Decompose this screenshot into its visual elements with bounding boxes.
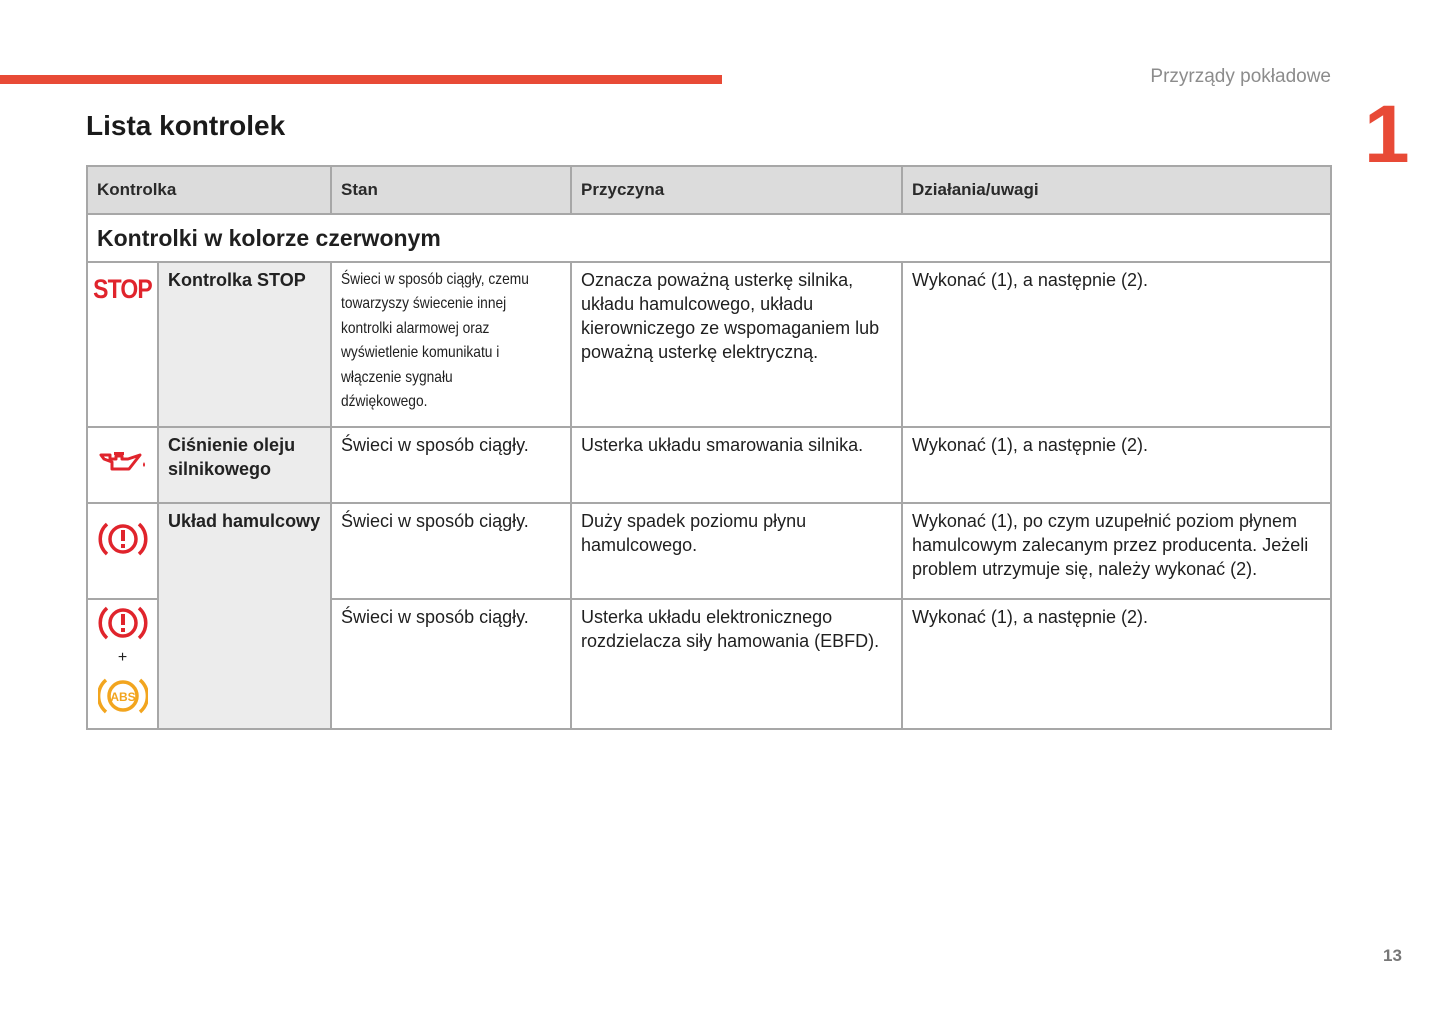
warning-action: Wykonać (1), po czym uzupełnić poziom płynem hamulcowym zalecanym przez producenta. Jeżeli problem utrzymuje się, należy wykonać (2). — [902, 503, 1331, 599]
brake-warning-icon — [98, 518, 148, 560]
page-number: 13 — [1383, 946, 1402, 965]
header-accent-bar — [0, 75, 722, 84]
column-header-kontrolka: Kontrolka — [87, 166, 331, 214]
warning-lights-table — [86, 165, 1332, 730]
brake-warning-icon — [98, 602, 148, 644]
column-header-przyczyna: Przyczyna — [571, 166, 902, 214]
warning-cause: Usterka układu elektronicznego rozdzielacza siły hamowania (EBFD). — [571, 599, 902, 729]
table-header-row — [87, 166, 1331, 214]
warning-state-text: Świeci w sposób ciągły, czemu towarzyszy świecenie innej kontrolki alarmowej oraz wyświetlenie komunikatu i włączenie sygnału dźwiękowego. — [341, 271, 529, 411]
column-header-dzialania: Działania/uwagi — [902, 166, 1331, 214]
group-title: Kontrolki w kolorze czerwonym — [87, 214, 1331, 262]
warning-cause: Duży spadek poziomu płynu hamulcowego. — [571, 503, 902, 599]
table-row — [87, 262, 1331, 427]
group-header-row — [87, 214, 1331, 262]
icon-cell — [87, 262, 158, 427]
plus-sign: + — [117, 649, 128, 666]
warning-name: Kontrolka STOP — [158, 262, 331, 427]
warning-action: Wykonać (1), a następnie (2). — [902, 599, 1331, 729]
icon-cell — [87, 503, 158, 599]
stop-icon: STOP — [93, 274, 152, 304]
warning-cause: Usterka układu smarowania silnika. — [571, 427, 902, 503]
column-header-stan: Stan — [331, 166, 571, 214]
warning-action: Wykonać (1), a następnie (2). — [902, 262, 1331, 427]
icon-cell — [87, 427, 158, 503]
table-row — [87, 427, 1331, 503]
abs-icon — [98, 674, 148, 718]
oil-can-icon — [98, 447, 148, 477]
warning-action: Wykonać (1), a następnie (2). — [902, 427, 1331, 503]
warning-cause: Oznacza poważną usterkę silnika, układu hamulcowego, układu kierowniczego ze wspomaganiem lub poważną usterkę elektryczną. — [571, 262, 902, 427]
warning-state: Świeci w sposób ciągły. — [331, 599, 571, 729]
warning-state: Świeci w sposób ciągły. — [331, 427, 571, 503]
warning-state — [331, 262, 571, 427]
icon-cell — [87, 599, 158, 729]
chapter-number: 1 — [1364, 89, 1410, 180]
warning-name: Układ hamulcowy — [158, 503, 331, 729]
page-title: Lista kontrolek — [86, 110, 286, 141]
section-label: Przyrządy pokładowe — [1150, 66, 1331, 87]
abs-icon-label: ABS — [109, 690, 136, 704]
table-row — [87, 503, 1331, 599]
warning-state: Świeci w sposób ciągły. — [331, 503, 571, 599]
warning-name: Ciśnienie oleju silnikowego — [158, 427, 331, 503]
